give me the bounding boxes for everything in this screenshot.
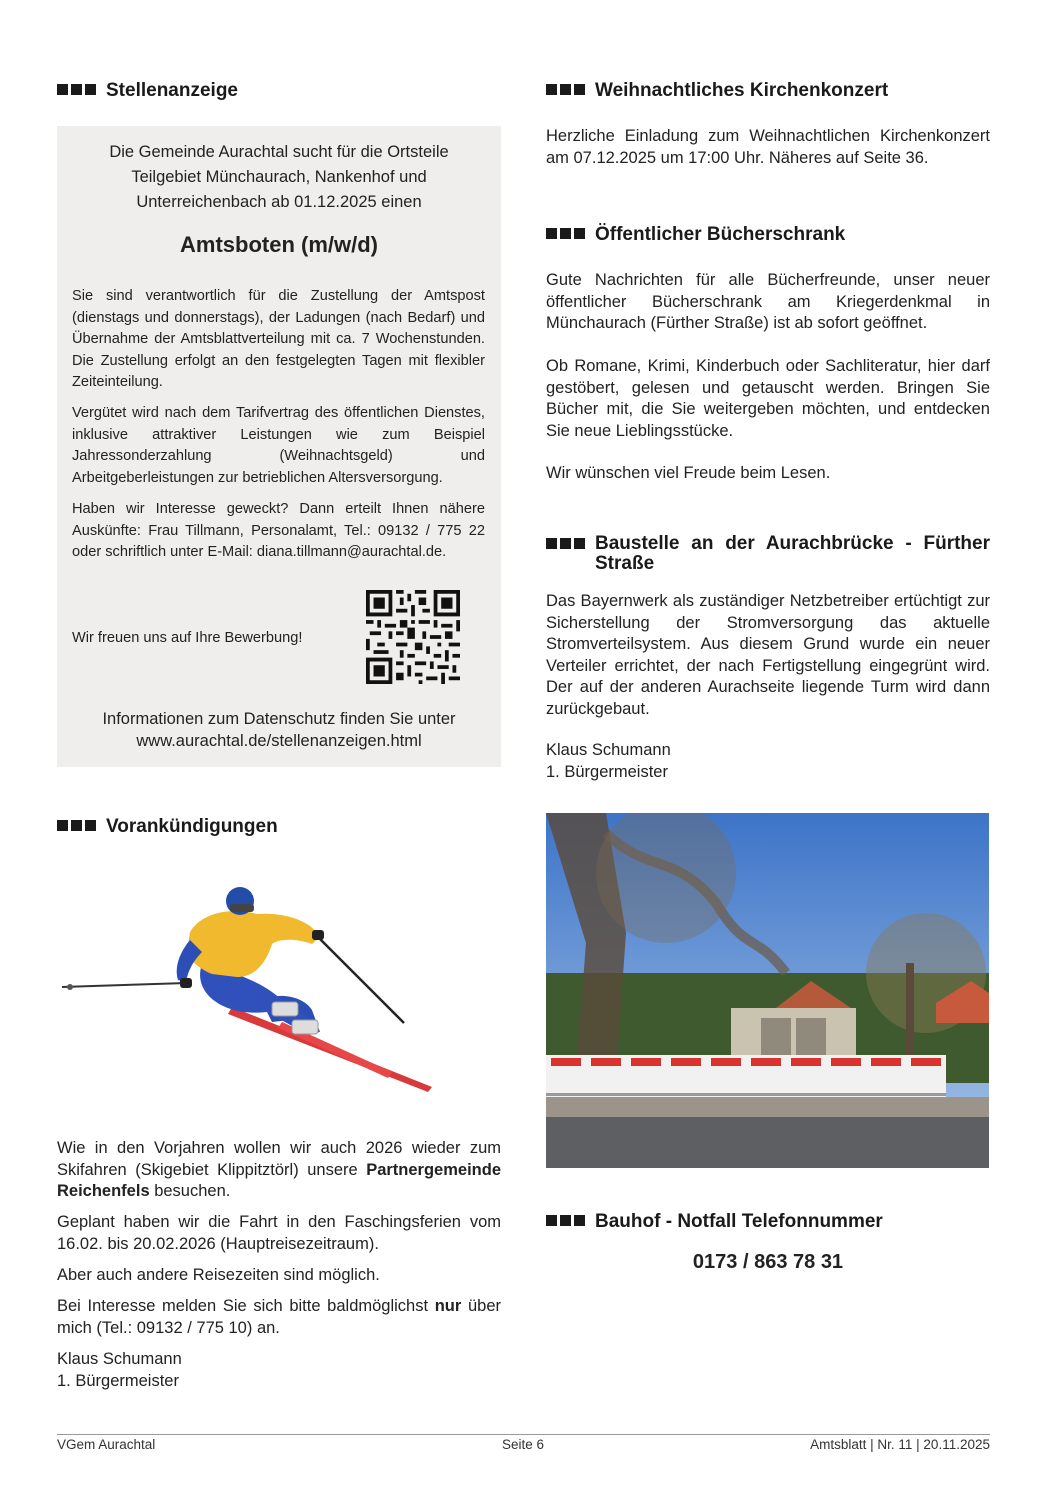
footer-page-number: Seite 6 [501,1437,545,1452]
job-ad-box [57,126,501,767]
footer-divider [57,1434,990,1435]
text-span: Bei Interesse melden Sie sich bitte baldmöglichst [57,1297,435,1315]
heading-text: Baustelle an der Aurachbrücke - Fürther Straße [595,533,990,574]
heading-text: Vorankündigungen [106,816,278,837]
heading-text: Stellenanzeige [106,80,238,101]
partner-municipality: Partnergemeinde Reichenfels [57,1160,501,1200]
emergency-phone-number[interactable]: 0173 / 863 78 31 [692,1251,844,1273]
construction-text: Das Bayernwerk als zuständiger Netzbetreiber ertüchtigt zur Sicherstellung der Stromversorgung das aktuelle Stromverteilsystem. Aus diesem Grund wurde ein neuer Verteiler errichtet, der nach Fertigstellung eingegrünt wird. Der auf der anderen Aurachseite liegende Turm wird dann zurückgebaut. [546,592,990,718]
text-span: besuchen. [149,1182,231,1200]
construction-site-photo [546,813,989,1168]
job-ad-privacy [67,708,491,752]
signature-name: Klaus Schumann [57,1350,182,1368]
privacy-text: Informationen zum Datenschutz finden Sie unter [102,710,456,728]
heading-buecherschrank [546,224,845,246]
footer-issue: Amtsblatt | Nr. 11 | 20.11.2025 [810,1437,990,1452]
announcement-para-1 [57,1138,501,1203]
heading-bullet-icon [57,820,96,831]
heading-bullet-icon [57,84,96,95]
text-span: über mich (Tel.: 09132 / 775 10) an. [57,1297,501,1337]
heading-vorankuendigungen [57,816,278,838]
job-ad-title: Amtsboten (m/w/d) [180,232,378,257]
signature-title: 1. Bürgermeister [57,1371,179,1390]
job-ad-closing: Wir freuen uns auf Ihre Bewerbung! [72,630,303,646]
footer-publisher: VGem Aurachtal [57,1437,156,1452]
text-span: Wie in den Vorjahren wollen wir auch 2026 wieder zum Skifahren (Skigebiet Klippitztörl) unsere [57,1139,501,1179]
signature-title: 1. Bürgermeister [546,762,668,781]
announcement-para-3: Aber auch andere Reisezeiten sind möglich. [57,1266,380,1284]
heading-bullet-icon [546,538,585,549]
heading-bullet-icon [546,1215,585,1226]
heading-bullet-icon [546,84,585,95]
bookcase-para-2: Ob Romane, Krimi, Kinderbuch oder Sachliteratur, hier darf gestöbert, gelesen und getauscht werden. Bringen Sie Bücher mit, die Sie weitergeben möchten, und entdecken Sie neue Lieblingsstücke. [546,357,990,440]
announcement-para-2: Geplant haben wir die Fahrt in den Faschingsferien vom 16.02. bis 20.02.2026 (Hauptreisezeitraum). [57,1213,501,1253]
heading-text: Bauhof - Notfall Telefonnummer [595,1211,883,1232]
bookcase-para-3: Wir wünschen viel Freude beim Lesen. [546,464,831,482]
announcement-para-4 [57,1296,501,1339]
heading-baustelle [546,534,990,574]
concert-text: Herzliche Einladung zum Weihnachtlichen Kirchenkonzert am 07.12.2025 um 17:00 Uhr. Näheres auf Seite 36. [546,127,990,167]
bookcase-para-1: Gute Nachrichten für alle Bücherfreunde, unser neuer öffentlicher Bücherschrank am Kriegerdenkmal in Münchaurach (Fürther Straße) ist ab sofort geöffnet. [546,271,990,332]
emphasis: nur [434,1297,462,1315]
heading-stellenanzeige [57,80,238,102]
heading-text: Öffentlicher Bücherschrank [595,224,846,245]
signature-name: Klaus Schumann [546,741,671,759]
skier-illustration [62,882,442,1097]
heading-bauhof [546,1211,883,1233]
job-ad-para-contact: Haben wir Interesse geweckt? Dann erteilt Ihnen nähere Auskünfte: Frau Tillmann, Personalamt, Tel.: 09132 / 775 22 oder schriftlich unter E-Mail: diana.tillmann@aurachtal.de. [72,501,485,560]
heading-kirchenkonzert [546,80,888,102]
heading-text: Weihnachtliches Kirchenkonzert [595,80,889,101]
job-ad-para-duties: Sie sind verantwortlich für die Zustellung der Amtspost (dienstags und donnerstags), der Ladungen (nach Bedarf) und Übernahme der Amtsblattverteilung mit ca. 7 Wochenstunden. Die Zustellung erfolgt an den festgelegten Tagen mit flexibler Zeiteinteilung. [72,288,485,390]
qr-code-icon [366,590,460,684]
signature [57,1349,501,1392]
job-ad-intro: Die Gemeinde Aurachtal sucht für die Ortsteile Teilgebiet Münchaurach, Nankenhof und Unterreichenbach ab 01.12.2025 einen [109,143,449,211]
signature [546,740,990,783]
heading-bullet-icon [546,228,585,239]
privacy-link[interactable]: www.aurachtal.de/stellenanzeigen.html [136,732,422,750]
job-ad-para-pay: Vergütet wird nach dem Tarifvertrag des öffentlichen Dienstes, inklusive attraktiver Leistungen wie zum Beispiel Jahressonderzahlung (Weihnachtsgeld) und Arbeitgeberleistungen zur betrieblichen Altersversorgung. [72,405,485,486]
